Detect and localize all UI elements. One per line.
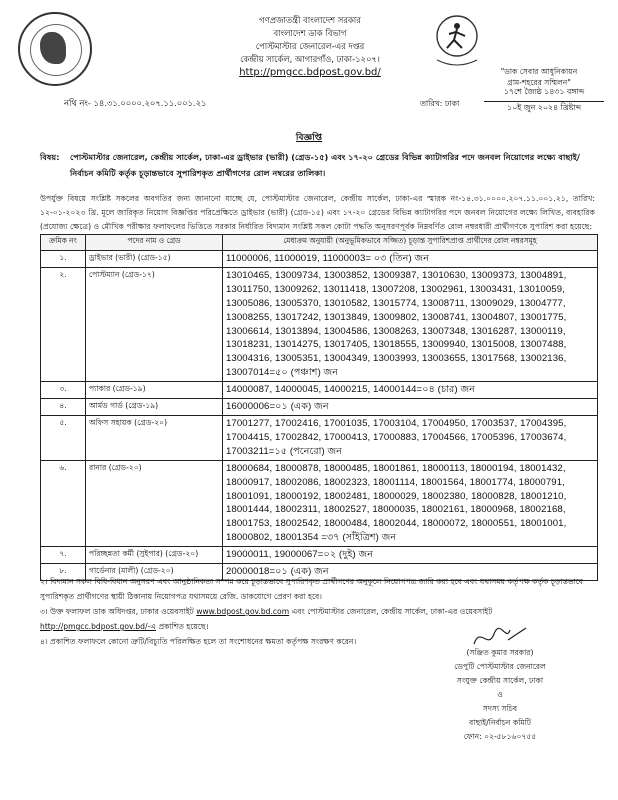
row-serial: ৭. <box>41 547 86 564</box>
table-row <box>41 251 598 268</box>
subject-text: পোস্টমাস্টার জেনারেল, কেন্দ্রীয় সার্কেল, ঢাকা-এর ড্রাইভার (ভারী) (গ্রেড-১৫) এবং ১৭-২০ গ্রেডের বিভিন্ন ক্যাটাগরির পদে জনবল নিয়োগের লক্ষ্যে বাছাই/নির্বাচন কমিটি কর্তৃক চূড়ান্তভাবে সুপারিশকৃত প্রার্থীগণের রোল নম্বরের তালিকা। <box>70 152 580 178</box>
signatory-line: বাছাই/নির্বাচন কমিটি <box>469 718 531 727</box>
slogan-line: গ্রাম-শহরের সম্মিলন" <box>507 78 571 87</box>
row-serial: ৮. <box>41 564 86 581</box>
notice-title-text: বিজ্ঞপ্তি <box>295 133 323 143</box>
letterhead <box>180 14 440 79</box>
subject-label: বিষয়: <box>40 152 60 162</box>
pmgcc-website-link[interactable]: http://pmgcc.bdpost.gov.bd/-এ <box>40 622 157 631</box>
header-rolls: মেধাক্রম অনুযায়ী (অনুভূমিকভাবে সজ্জিত) চূড়ান্ত সুপারিশপ্রাপ্ত প্রার্থীদের রোল নম্বরসমূহ <box>223 235 598 251</box>
date-bangla: ১৭শে জ্যৈষ্ঠ ১৪৩১ বঙ্গাব্দ <box>484 86 604 102</box>
header-line: গণপ্রজাতন্ত্রী বাংলাদেশ সরকার <box>259 15 361 25</box>
table-header-row <box>41 235 598 251</box>
row-post: অফিস সহায়ক (গ্রেড-২০) <box>86 415 223 460</box>
bdpost-website-link[interactable]: www.bdpost.gov.bd.com <box>196 607 290 616</box>
row-rolls: 14000087, 14000045, 14000215, 14000144=০৪ (চার) জন <box>223 382 598 399</box>
header-website-link[interactable]: http://pmgcc.bdpost.gov.bd/ <box>239 67 381 78</box>
note-3-part: ৩। উক্ত ফলাফল ডাক অধিদপ্তর, ঢাকার ওয়েবসাইট <box>40 607 194 616</box>
note-3-part: প্রকাশিত হয়েছে। <box>158 622 209 631</box>
header-post: পদের নাম ও গ্রেড <box>86 235 223 251</box>
row-serial: ৩. <box>41 382 86 399</box>
header-line: পোস্টমাস্টার জেনারেল-এর দপ্তর <box>255 41 365 51</box>
header-line: কেন্দ্রীয় সার্কেল, আগারগাঁও, ঢাকা-১২০৭। <box>240 54 380 64</box>
notice-title <box>0 130 618 145</box>
row-serial: ২. <box>41 267 86 381</box>
date-label: তারিখ: ঢাকা <box>420 99 460 108</box>
row-post: রানার (গ্রেড-২০) <box>86 460 223 546</box>
row-serial: ৪. <box>41 399 86 416</box>
table-row <box>41 415 598 460</box>
row-rolls: 20000018=০১ (এক) জন <box>223 564 598 581</box>
signatory-line: ও <box>497 690 503 699</box>
row-post: গার্ডেনার (মালী) (গ্রেড-২০) <box>86 564 223 581</box>
row-rolls: 18000684, 18000878, 18000485, 18001861, 18000113, 18000194, 18001432, 18000917, 18002086, 18002323, 18001114, 18001564, 18001774, 18000791, 18001091, 18000192, 18002481, 18000029, 18002380, 18000828, 18001210, 18001444, 18002311, 18002527, 18000035, 18002161, 18000968, 18002168, 18001753, 18002542, 18000484, 18002044, 18000072, 18000551, 18001001, 18000802, 18001354 =৩৭ (সাঁইত্রিশ) জন <box>223 460 598 546</box>
row-post: ড্রাইভার (ভারী) (গ্রেড-১৫) <box>86 251 223 268</box>
header-line: বাংলাদেশ ডাক বিভাগ <box>273 28 347 38</box>
intro-paragraph: উপর্যুক্ত বিষয়ে সংশ্লিষ্ট সকলের অবগতির জন্য জানানো যাচ্ছে যে, পোস্টমাস্টার জেনারেল, কেন্দ্রীয় সার্কেল, ঢাকা-এর স্মারক নং-১৪.৩১.০০০০.২০৭.১১.০০১.২১, তারিখ: ১২-০১-২০২৩ খ্রি. মূলে জারিকৃত নিয়োগ বিজ্ঞপ্তির পরিপ্রেক্ষিতে ড্রাইভার (ভারী) (গ্রেড-১৫) এবং ১৭-২০ গ্রেডের বিভিন্ন ক্যাটাগরির পদে জনবল নিয়োগের লক্ষ্যে লিখিত, ব্যবহারিক (প্রযোজ্য ক্ষেত্রে) ও মৌখিক পরীক্ষার ফলাফলের ভিত্তিতে সরকার নির্ধারিত বিদ্যমান সংশ্লিষ্ট সকল কোটা পদ্ধতি অনুসরণপূর্বক নিম্নবর্ণিত রোল নম্বরধারী প্রার্থীগণকে সুপারিশ করা হয়েছে: <box>40 194 595 231</box>
row-rolls: 19000011, 19000067=০২ (দুই) জন <box>223 547 598 564</box>
row-serial: ৫. <box>41 415 86 460</box>
row-post: পোস্টম্যান (গ্রেড-১৭) <box>86 267 223 381</box>
row-post: প্যাকার (গ্রেড-১৯) <box>86 382 223 399</box>
reference-number: নথি নং- ১৪.৩১.০০০০.২০৭.১১.০০১.২১ <box>64 98 207 108</box>
note-4: ৪। প্রকাশিত ফলাফলে কোনো ত্রুটি/বিচ্যুতি পরিলক্ষিত হলে তা সংশোধনের ক্ষমতা কর্তৃপক্ষ সংরক্ষণ করেন। <box>40 637 357 646</box>
date-english: ১০ই জুন ২০২৪ খ্রিষ্টাব্দ <box>507 103 581 112</box>
note-2: ২। বিদ্যমান সকল বিধি-বিধান অনুসরণ এবং আনুষ্ঠানিকতা সম্পন্ন করে চূড়ান্তভাবে সুপারিশকৃত প্রার্থীগণের অনুকূলে নিয়োগপত্র জারি করা হবে এবং যথাসময় কর্তৃপক্ষ কর্তৃক চূড়ান্তভাবে সুপারিশকৃত প্রার্থীগণের স্থায়ী ঠিকানায় নিয়োগপত্র যথাসময়ে রেজি. ডাকযোগে প্রেরণ করা হবে। <box>40 577 584 601</box>
post-department-logo <box>18 12 92 86</box>
row-serial: ১. <box>41 251 86 268</box>
header-serial: ক্রমিক নং <box>41 235 86 251</box>
note-3-part: এবং পোস্টমাস্টার জেনারেল, কেন্দ্রীয় সার্কেল, ঢাকা-এর ওয়েবসাইট <box>291 607 493 616</box>
slogan-line: "ডাক সেবার আধুনিকায়ন <box>500 67 578 76</box>
table-row <box>41 460 598 546</box>
recommended-candidates-table <box>40 234 598 581</box>
row-rolls: 11000006, 11000019, 11000003= ০৩ (তিন) জন <box>223 251 598 268</box>
row-rolls: 17001277, 17002416, 17001035, 17003104, 17004950, 17003537, 17004395, 17004415, 17002842, 17000413, 17000883, 17004566, 17005396, 17003674, 17003211=১৫ (পনেরো) জন <box>223 415 598 460</box>
table-row <box>41 267 598 381</box>
row-rolls: 13010465, 13009734, 13003852, 13009387, 13010630, 13009373, 13004891, 13011750, 13009262, 13011418, 13007208, 13002961, 13003431, 13010059, 13005086, 13005370, 13010582, 13015774, 13008711, 13009029, 13004777, 13008255, 13017242, 13013849, 13009802, 13008741, 13004807, 13001775, 13006614, 13013894, 13004586, 13008263, 13007348, 13016287, 13000119, 13018231, 13014275, 13017405, 13018555, 13009940, 13015008, 13007488, 13004316, 13005351, 13004349, 13003993, 13003655, 13017568, 13002136, 13007014=৫০ (পঞ্চাশ) জন <box>223 267 598 381</box>
table-row <box>41 399 598 416</box>
signatory-line: সদস্য সচিব <box>482 704 518 713</box>
row-post: আর্মড গার্ড (গ্রেড-১৯) <box>86 399 223 416</box>
signatory-line: ডেপুটি পোস্টমাস্টার জেনারেল <box>454 662 546 671</box>
signatory-line: সংযুক্ত কেন্দ্রীয় সার্কেল, ঢাকা <box>456 676 544 685</box>
row-post: পরিচ্ছন্নতা কর্মী (সুইপার) (গ্রেড-২০) <box>86 547 223 564</box>
row-serial: ৬. <box>41 460 86 546</box>
table-row <box>41 547 598 564</box>
slogan <box>474 66 604 88</box>
signatory-name: (সঞ্জিত কুমার সরকার) <box>466 648 534 657</box>
table-row <box>41 382 598 399</box>
row-rolls: 16000006=০১ (এক) জন <box>223 399 598 416</box>
signatory-phone: ফোন: ০২-৫৮১৬০৭৫৫ <box>463 732 537 741</box>
signature-scribble-icon <box>470 622 530 652</box>
signature-block <box>400 618 600 744</box>
